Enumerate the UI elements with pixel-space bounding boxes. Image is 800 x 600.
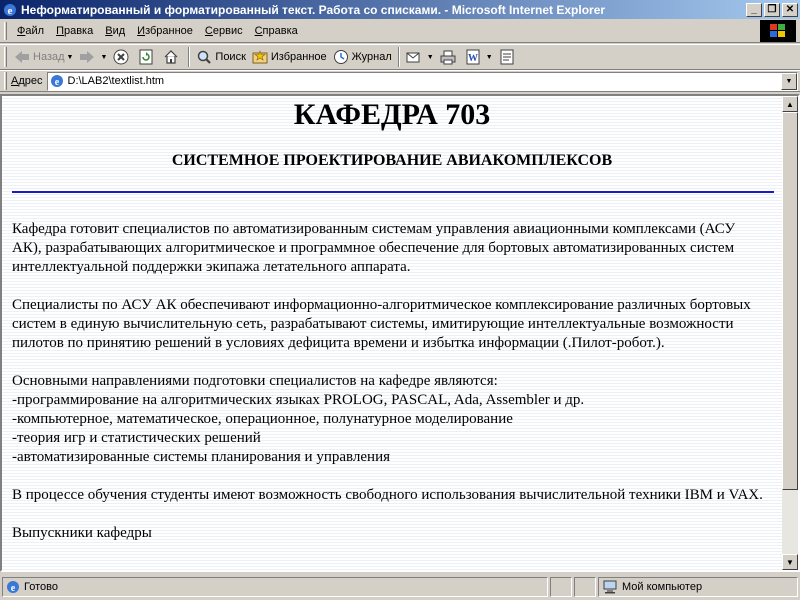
back-label: Назад (33, 51, 65, 63)
favorites-label: Избранное (270, 51, 327, 63)
mail-button[interactable] (403, 46, 437, 68)
page-heading: КАФЕДРА 703 (293, 98, 491, 131)
search-icon (196, 49, 212, 65)
address-label: Адрес (11, 75, 43, 87)
horizontal-rule (12, 191, 774, 193)
svg-text:W: W (467, 53, 478, 64)
print-button[interactable] (437, 46, 462, 68)
home-button[interactable] (160, 46, 185, 68)
status-zone (598, 577, 798, 597)
back-arrow-icon (14, 50, 30, 64)
edit-dropdown-icon[interactable]: ▼ (485, 53, 493, 61)
forward-dropdown-icon[interactable]: ▼ (100, 53, 108, 61)
windows-logo-icon (760, 20, 796, 42)
address-value: D:\LAB2\textlist.htm (67, 75, 165, 87)
toolbar-separator-2 (398, 47, 400, 67)
window-title: Неформатированный и форматированный текст. Работа со списками. - Microsoft Internet Explorer (21, 2, 606, 17)
status-text: Готово (24, 581, 58, 593)
browser-viewport (0, 94, 800, 572)
direction-item: -теория игр и статистических решений (12, 430, 261, 446)
stop-button[interactable] (110, 46, 135, 68)
page-status-icon (6, 580, 20, 594)
address-input[interactable] (47, 72, 799, 91)
my-computer-icon (602, 580, 618, 594)
paragraph-5: Выпускники кафедры (12, 525, 152, 541)
scroll-up-button[interactable]: ▲ (782, 96, 798, 112)
ie-icon (2, 2, 18, 18)
toolbar-separator (188, 47, 190, 67)
forward-button[interactable] (76, 46, 110, 68)
paragraph-2: Специалисты по АСУ АК обеспечивают информационно-алгоритмическое комплексирование различных бортовых систем в единую вычислительную сеть, разрабатывают системы, имитирующие интеллектуальные возможности пилотов по принятию решений в условиях дефицита времени и избытка информации (.Пилот-робот.). (12, 297, 751, 351)
page-content (2, 96, 782, 570)
address-grip[interactable] (4, 72, 7, 90)
address-bar (0, 70, 800, 92)
svg-text:e: e (54, 77, 59, 88)
svg-text:e: e (10, 583, 16, 594)
status-panel-security (574, 577, 596, 597)
refresh-icon (138, 49, 154, 65)
direction-item: -компьютерное, математическое, операционное, полунатурное моделирование (12, 411, 513, 427)
toolbar-grip[interactable] (4, 47, 7, 67)
vertical-scrollbar[interactable] (782, 96, 798, 570)
title-bar (0, 0, 800, 19)
printer-icon (440, 49, 456, 65)
menu-bar (0, 19, 800, 43)
paragraph-4: В процессе обучения студенты имеют возможность свободного использования вычислительной техники IBM и VAX. (12, 487, 763, 503)
favorites-icon (252, 49, 268, 65)
history-button[interactable] (330, 46, 395, 68)
status-panel-progress (550, 577, 572, 597)
back-button[interactable] (11, 46, 76, 68)
direction-item: -автоматизированные системы планирования и управления (12, 449, 391, 465)
forward-arrow-icon (79, 50, 95, 64)
minimize-button[interactable]: _ (746, 3, 762, 17)
scroll-down-button[interactable]: ▼ (782, 554, 798, 570)
mail-dropdown-icon[interactable]: ▼ (426, 53, 434, 61)
discuss-icon (499, 49, 515, 65)
zone-label: Мой компьютер (622, 581, 703, 593)
menu-view[interactable]: Вид (105, 24, 126, 37)
directions-intro: Основными направлениями подготовки специалистов на кафедре являются: (12, 373, 498, 389)
paragraph-1: Кафедра готовит специалистов по автоматизированным системам управления авиационными комплексами (АСУ АК), разрабатывающих алгоритмическое и программное обеспечение для бортовых автоматизированных систем интеллектуальной поддержки экипажа летательного аппарата. (12, 221, 736, 275)
close-button[interactable]: ✕ (782, 3, 798, 17)
history-label: Журнал (351, 51, 392, 63)
history-icon (333, 49, 349, 65)
menu-file[interactable]: Файл (17, 24, 45, 37)
search-button[interactable] (193, 46, 248, 68)
menu-favorites[interactable]: Избранное (137, 24, 193, 37)
menu-grip[interactable] (4, 22, 7, 40)
stop-icon (113, 49, 129, 65)
direction-item: -программирование на алгоритмических языках PROLOG, PASCAL, Ada, Assembler и др. (12, 392, 585, 408)
scroll-thumb[interactable] (782, 112, 798, 490)
menu-help[interactable]: Справка (254, 24, 298, 37)
address-dropdown-icon[interactable]: ▼ (781, 73, 797, 90)
status-main (2, 577, 548, 597)
search-label: Поиск (215, 51, 246, 63)
discuss-button[interactable] (496, 46, 521, 68)
back-dropdown-icon[interactable]: ▼ (66, 53, 74, 61)
menu-edit[interactable]: Правка (56, 24, 94, 37)
mail-icon (406, 49, 422, 65)
directions-block (2, 372, 782, 467)
word-edit-icon (465, 49, 481, 65)
home-icon (163, 49, 179, 65)
svg-text:e: e (7, 4, 13, 17)
favorites-button[interactable] (249, 46, 330, 68)
menu-tools[interactable]: Сервис (204, 24, 243, 37)
refresh-button[interactable] (135, 46, 160, 68)
page-subheading: СИСТЕМНОЕ ПРОЕКТИРОВАНИЕ АВИАКОМПЛЕКСОВ (171, 152, 613, 169)
edit-button[interactable] (462, 46, 496, 68)
maximize-button[interactable]: ❐ (764, 3, 780, 17)
status-bar (0, 574, 800, 600)
page-icon (50, 74, 64, 88)
standard-toolbar (0, 44, 800, 70)
